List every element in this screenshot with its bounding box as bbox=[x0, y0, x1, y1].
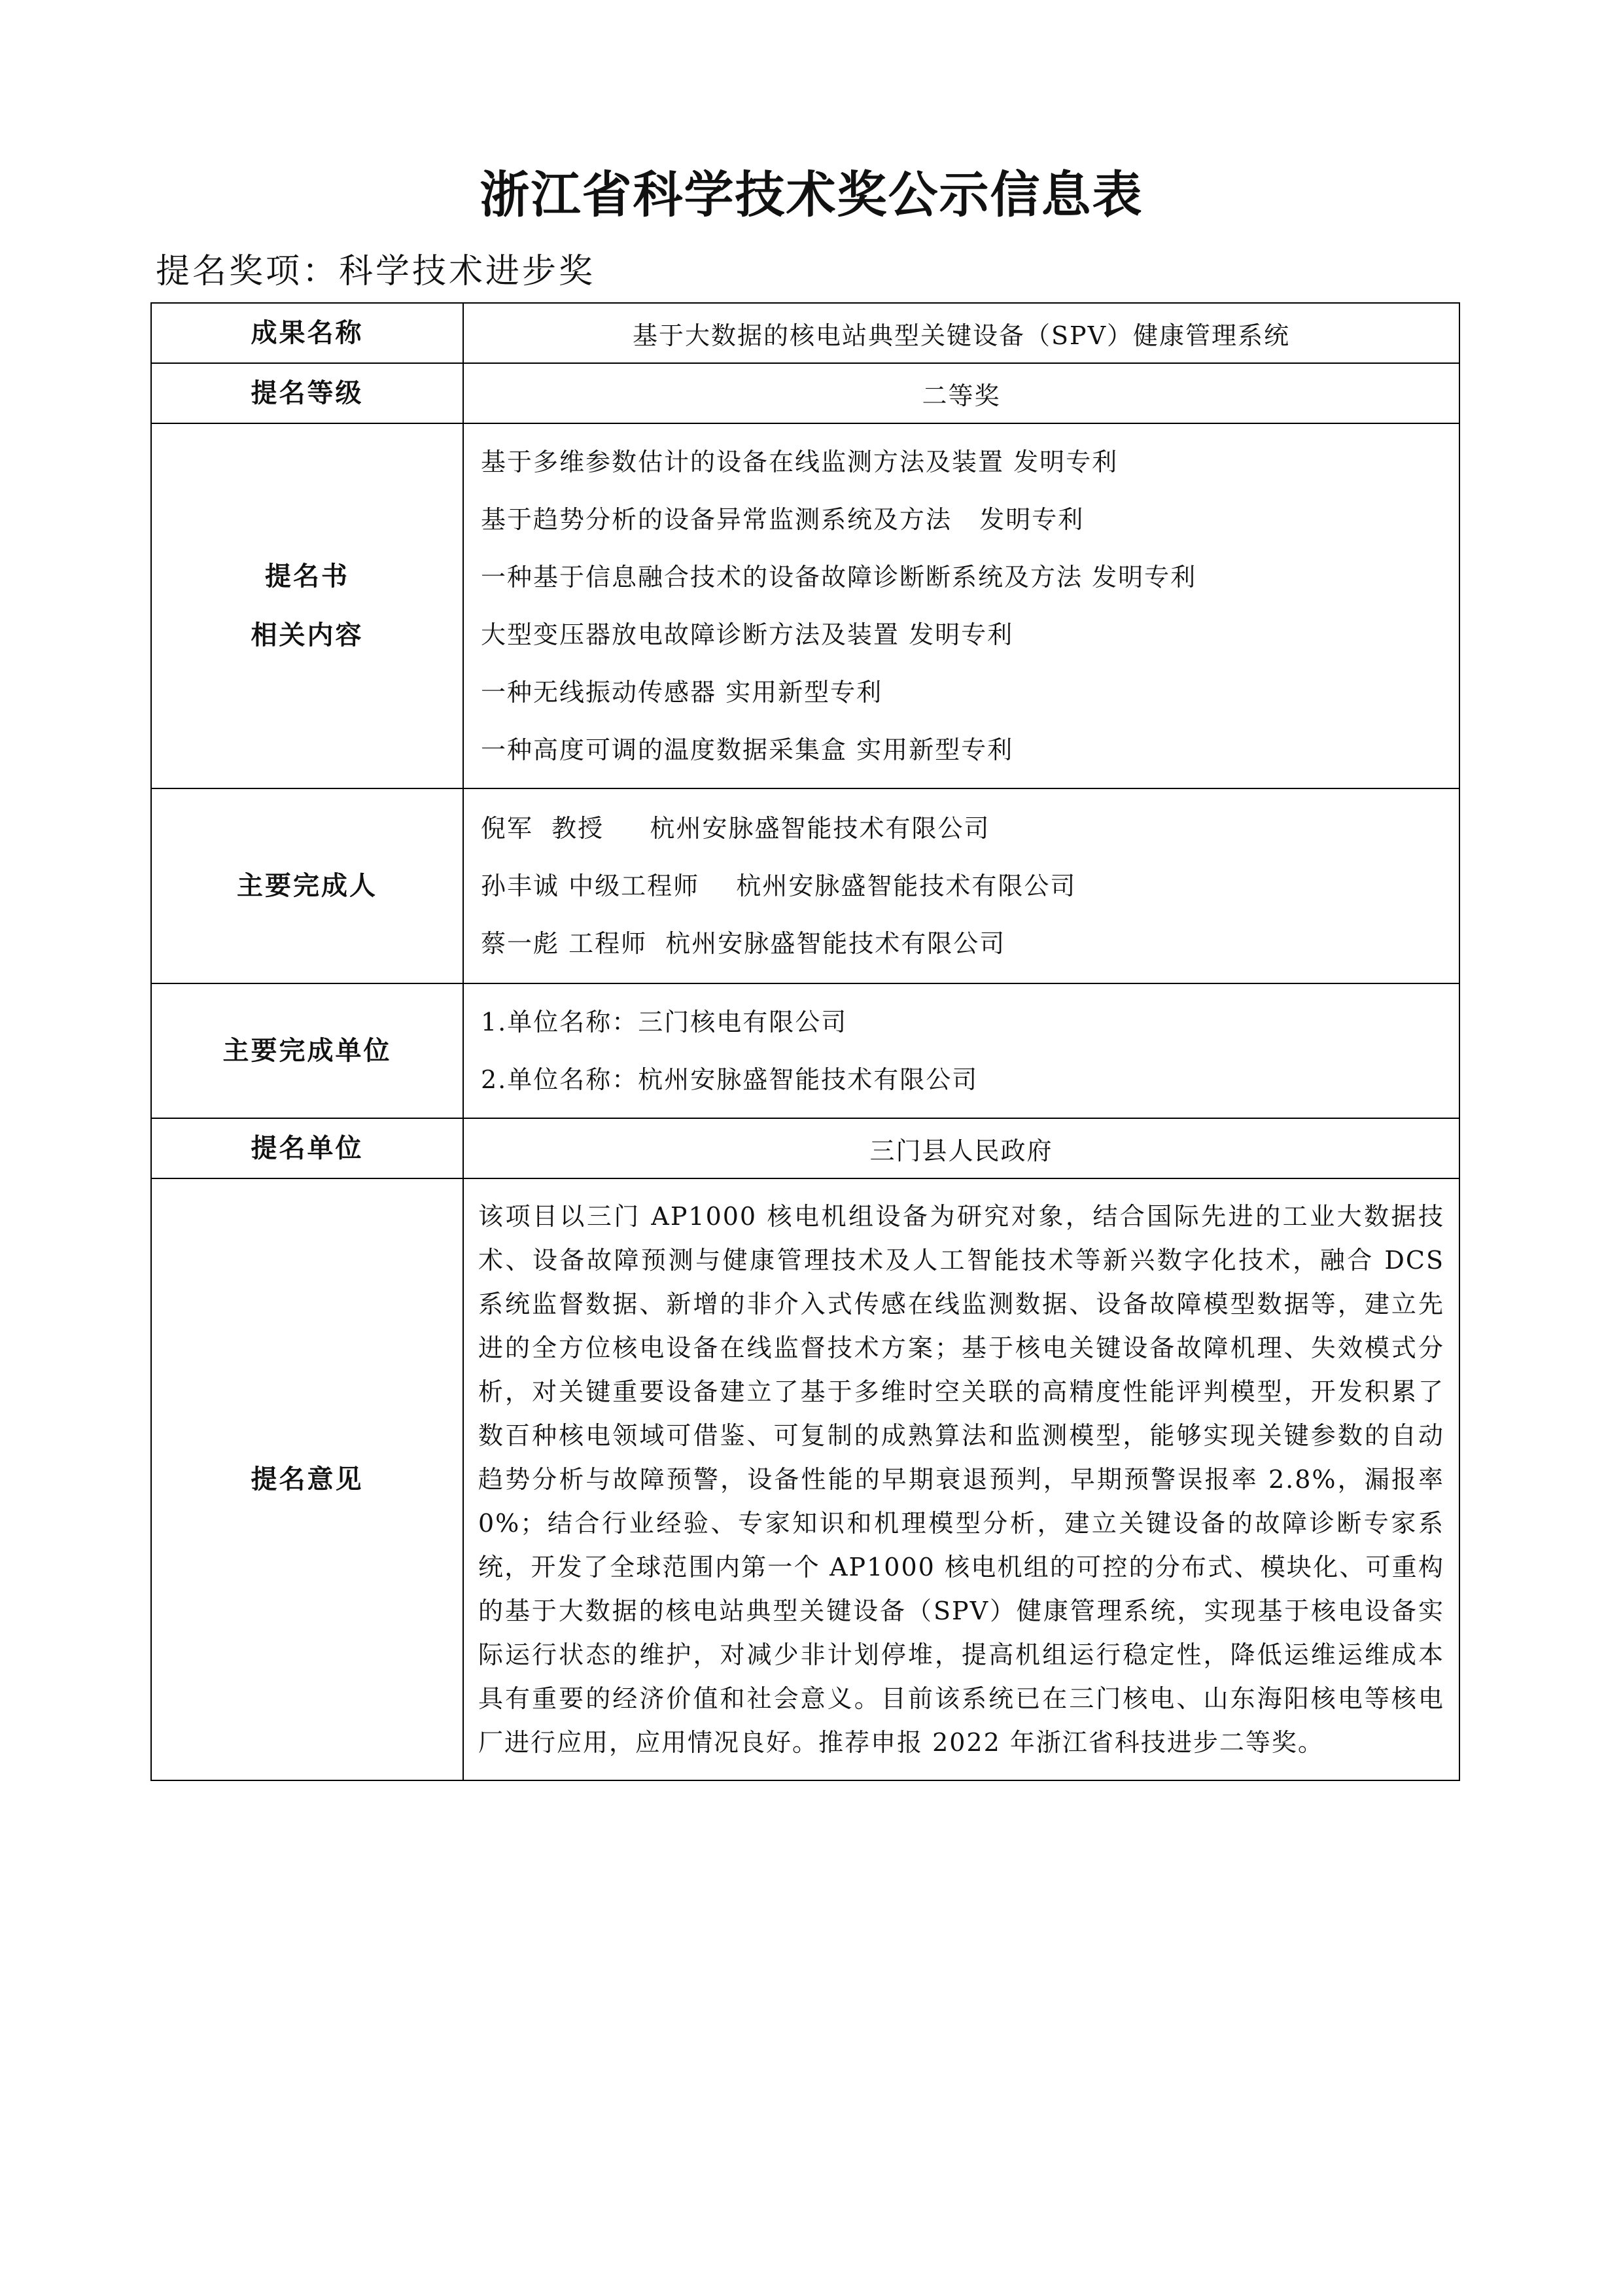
opinion-label: 提名意见 bbox=[151, 1178, 463, 1780]
opinion-text: 该项目以三门 AP1000 核电机组设备为研究对象，结合国际先进的工业大数据技术、设备故障预测与健康管理技术及人工智能技术等新兴数字化技术，融合 DCS 系统监督数据、新增的非介入式传感在线监测数据、设备故障模型数据等，建立先进的全方位核电设备在线监督技术方案；基于核电关键设备故障机理、失效模式分析，对关键重要设备建立了基于多维时空关联的高精度性能评判模型，开发积累了数百种核电领域可借鉴、可复制的成熟算法和监测模型，能够实现关键参数的自动趋势分析与故障预警，设备性能的早期衰退预判，早期预警误报率 2.8%，漏报率 0%；结合行业经验、专家知识和机理模型分析，建立关键设备的故障诊断专家系统，开发了全球范围内第一个 AP1000 核电机组的可控的分布式、模块化、可重构的基于大数据的核电站典型关键设备（SPV）健康管理系统，实现基于核电设备实际运行状态的维护，对减少非计划停堆，提高机组运行稳定性，降低运维运维成本具有重要的经济价值和社会意义。目前该系统已在三门核电、山东海阳核电等核电厂进行应用，应用情况良好。推荐申报 2022 年浙江省科技进步二等奖。 bbox=[463, 1178, 1459, 1780]
content-label bbox=[151, 423, 463, 788]
row-opinion bbox=[151, 1178, 1459, 1780]
row-achievement bbox=[151, 303, 1459, 363]
grade-value: 二等奖 bbox=[463, 363, 1459, 423]
row-content bbox=[151, 423, 1459, 788]
content-item: 一种高度可调的温度数据采集盒 实用新型专利 bbox=[481, 735, 1014, 764]
content-label-line-1: 提名书 bbox=[265, 561, 349, 592]
people-label: 主要完成人 bbox=[151, 788, 463, 983]
content-item: 大型变压器放电故障诊断方法及装置 发明专利 bbox=[481, 620, 1014, 649]
row-grade bbox=[151, 363, 1459, 423]
row-nominator bbox=[151, 1118, 1459, 1178]
page-title: 浙江省科学技术奖公示信息表 bbox=[480, 166, 1143, 224]
row-people bbox=[151, 788, 1459, 983]
person-item: 倪军 教授 杭州安脉盛智能技术有限公司 bbox=[481, 814, 990, 843]
award-label: 提名奖项： bbox=[156, 252, 340, 291]
content-item: 一种无线振动传感器 实用新型专利 bbox=[481, 678, 883, 707]
units-list bbox=[463, 983, 1459, 1118]
nominator-label: 提名单位 bbox=[151, 1118, 463, 1178]
achievement-value: 基于大数据的核电站典型关键设备（SPV）健康管理系统 bbox=[463, 303, 1459, 363]
content-item: 基于多维参数估计的设备在线监测方法及装置 发明专利 bbox=[481, 448, 1119, 476]
content-list bbox=[463, 423, 1459, 788]
award-line bbox=[156, 249, 595, 294]
person-item: 孙丰诚 中级工程师 杭州安脉盛智能技术有限公司 bbox=[481, 872, 1077, 900]
content-label-line-2: 相关内容 bbox=[251, 620, 364, 650]
unit-item: 2.单位名称：杭州安脉盛智能技术有限公司 bbox=[481, 1065, 979, 1094]
person-item: 蔡一彪 工程师 杭州安脉盛智能技术有限公司 bbox=[481, 929, 1006, 958]
grade-label: 提名等级 bbox=[151, 363, 463, 423]
award-value: 科学技术进步奖 bbox=[339, 252, 596, 291]
unit-item: 1.单位名称：三门核电有限公司 bbox=[481, 1008, 848, 1036]
content-item: 一种基于信息融合技术的设备故障诊断断系统及方法 发明专利 bbox=[481, 563, 1197, 592]
info-table bbox=[150, 302, 1460, 1781]
row-units bbox=[151, 983, 1459, 1118]
units-label: 主要完成单位 bbox=[151, 983, 463, 1118]
nominator-value: 三门县人民政府 bbox=[463, 1118, 1459, 1178]
people-list bbox=[463, 788, 1459, 983]
content-item: 基于趋势分析的设备异常监测系统及方法 发明专利 bbox=[481, 505, 1085, 534]
achievement-label: 成果名称 bbox=[151, 303, 463, 363]
